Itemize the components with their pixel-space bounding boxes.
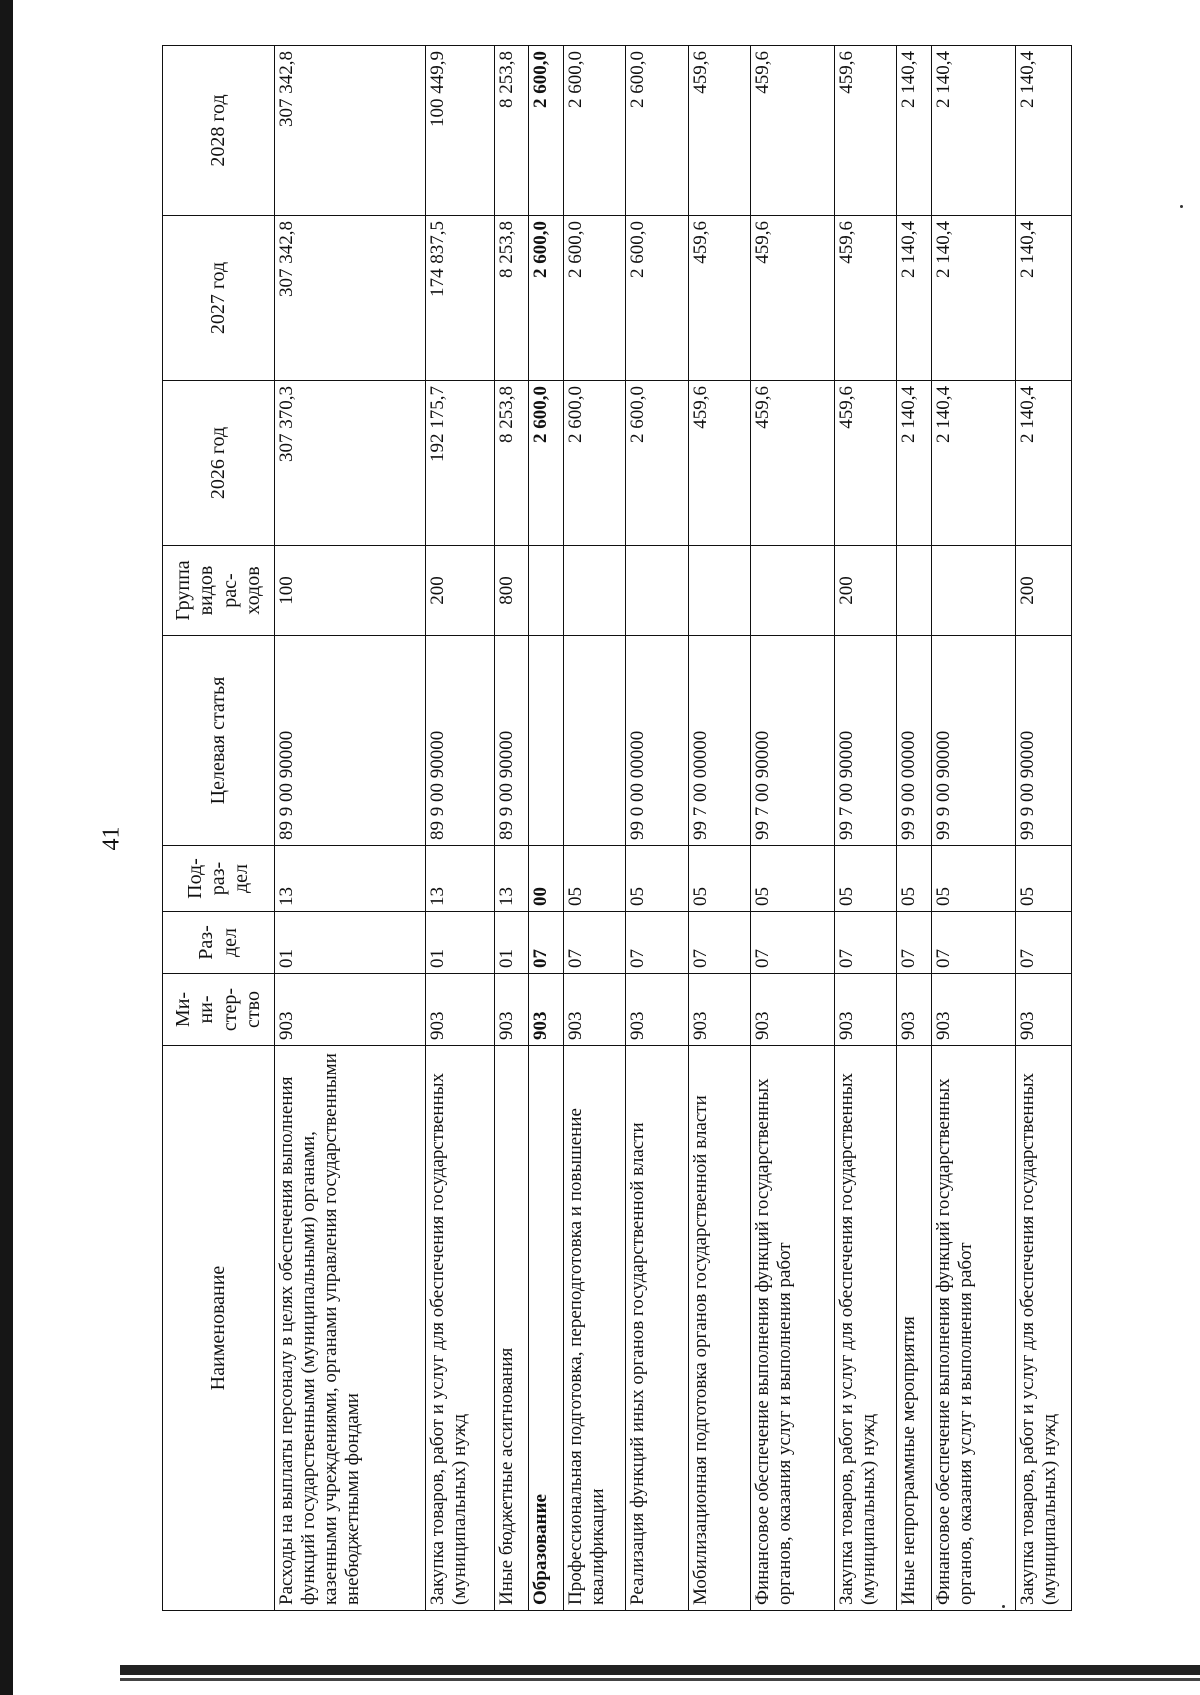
row-ministry: 903 (931, 974, 1015, 1046)
row-value-2028: 2 140,4 (931, 46, 1015, 216)
row-name: Иные бюджетные ассигнования (494, 1046, 528, 1611)
row-name: Закупка товаров, работ и услуг для обеспечения государственных (муниципальных) нужд (834, 1046, 896, 1611)
row-ministry: 903 (897, 974, 931, 1046)
row-value-2026: 8 253,8 (494, 381, 528, 546)
scan-dot (1180, 205, 1183, 208)
row-value-2028: 459,6 (750, 46, 834, 216)
row-subsection: 13 (275, 846, 426, 912)
row-section: 01 (425, 912, 494, 974)
row-value-2027: 8 253,8 (494, 216, 528, 381)
row-subsection: 05 (626, 846, 688, 912)
row-value-2026: 307 370,3 (275, 381, 426, 546)
row-value-2027: 2 140,4 (931, 216, 1015, 381)
row-name: Мобилизационная подготовка органов государственной власти (688, 1046, 750, 1611)
row-value-2026: 2 140,4 (1015, 381, 1071, 546)
scan-bottom-line-thin (120, 1678, 1200, 1681)
row-value-2027: 2 600,0 (563, 216, 625, 381)
row-ministry: 903 (1015, 974, 1071, 1046)
row-name: Иные непрограммные мероприятия (897, 1046, 931, 1611)
row-expense-group (529, 546, 563, 636)
row-value-2027: 459,6 (688, 216, 750, 381)
row-expense-group (750, 546, 834, 636)
header-year-2026: 2026 год (163, 381, 275, 546)
row-ministry: 903 (529, 974, 563, 1046)
row-subsection: 13 (425, 846, 494, 912)
row-section: 07 (750, 912, 834, 974)
row-section: 07 (931, 912, 1015, 974)
row-value-2028: 459,6 (834, 46, 896, 216)
row-value-2028: 100 449,9 (425, 46, 494, 216)
row-target-article: 89 9 00 90000 (425, 636, 494, 846)
row-value-2028: 2 600,0 (529, 46, 563, 216)
row-section: 07 (688, 912, 750, 974)
row-ministry: 903 (834, 974, 896, 1046)
row-ministry: 903 (494, 974, 528, 1046)
row-target-article: 99 7 00 90000 (750, 636, 834, 846)
row-value-2028: 2 600,0 (626, 46, 688, 216)
row-target-article: 89 9 00 90000 (494, 636, 528, 846)
table-row (897, 46, 931, 1611)
row-expense-group (626, 546, 688, 636)
row-name: Профессиональная подготовка, переподготовка и повышение квалификации (563, 1046, 625, 1611)
row-expense-group (931, 546, 1015, 636)
row-value-2027: 174 837,5 (425, 216, 494, 381)
table-header-row (163, 46, 275, 1611)
row-value-2027: 307 342,8 (275, 216, 426, 381)
row-value-2026: 2 600,0 (626, 381, 688, 546)
row-target-article: 89 9 00 90000 (275, 636, 426, 846)
row-value-2027: 459,6 (750, 216, 834, 381)
row-section: 07 (563, 912, 625, 974)
rotated-table-wrapper (162, 46, 1072, 1611)
header-name: Наименование (163, 1046, 275, 1611)
row-value-2027: 2 600,0 (626, 216, 688, 381)
table-row (275, 46, 426, 1611)
row-name: Расходы на выплаты персоналу в целях обеспечения выполнения функций государственными (муниципальными) органами, казенными учреждениями, органами управления государственными внебюджетными фондами (275, 1046, 426, 1611)
row-ministry: 903 (688, 974, 750, 1046)
row-expense-group (563, 546, 625, 636)
row-value-2027: 2 140,4 (1015, 216, 1071, 381)
row-target-article (563, 636, 625, 846)
row-value-2026: 2 600,0 (563, 381, 625, 546)
row-name: Закупка товаров, работ и услуг для обеспечения государственных (муниципальных) нужд (1015, 1046, 1071, 1611)
row-subsection: 05 (563, 846, 625, 912)
row-subsection: 05 (750, 846, 834, 912)
row-value-2026: 2 140,4 (931, 381, 1015, 546)
row-ministry: 903 (750, 974, 834, 1046)
row-subsection: 05 (834, 846, 896, 912)
row-value-2026: 192 175,7 (425, 381, 494, 546)
row-target-article: 99 9 00 00000 (897, 636, 931, 846)
scan-bottom-line (120, 1665, 1200, 1675)
row-value-2028: 459,6 (688, 46, 750, 216)
scan-edge (0, 0, 13, 1695)
row-ministry: 903 (563, 974, 625, 1046)
row-target-article: 99 0 00 00000 (626, 636, 688, 846)
table-row (529, 46, 563, 1611)
row-subsection: 05 (931, 846, 1015, 912)
header-subsection: Под-раз-дел (163, 846, 275, 912)
row-value-2026: 2 140,4 (897, 381, 931, 546)
row-section: 01 (275, 912, 426, 974)
table-row (563, 46, 625, 1611)
table-row (688, 46, 750, 1611)
row-ministry: 903 (626, 974, 688, 1046)
table-row (626, 46, 688, 1611)
row-expense-group: 200 (834, 546, 896, 636)
header-expense-group: Группа видов рас-ходов (163, 546, 275, 636)
table-row (425, 46, 494, 1611)
row-value-2026: 459,6 (834, 381, 896, 546)
row-value-2027: 459,6 (834, 216, 896, 381)
row-subsection: 00 (529, 846, 563, 912)
table-row (1015, 46, 1071, 1611)
row-expense-group: 100 (275, 546, 426, 636)
row-subsection: 05 (1015, 846, 1071, 912)
row-value-2026: 459,6 (688, 381, 750, 546)
row-value-2026: 2 600,0 (529, 381, 563, 546)
header-year-2027: 2027 год (163, 216, 275, 381)
row-subsection: 13 (494, 846, 528, 912)
header-target-article: Целевая статья (163, 636, 275, 846)
row-section: 07 (834, 912, 896, 974)
row-name: Финансовое обеспечение выполнения функций государственных органов, оказания услуг и выполнения работ (750, 1046, 834, 1611)
budget-table (162, 45, 1072, 1611)
row-value-2028: 2 140,4 (1015, 46, 1071, 216)
table-row (494, 46, 528, 1611)
row-value-2028: 8 253,8 (494, 46, 528, 216)
row-value-2028: 2 600,0 (563, 46, 625, 216)
row-subsection: 05 (897, 846, 931, 912)
row-target-article: 99 9 00 90000 (1015, 636, 1071, 846)
table-row (834, 46, 896, 1611)
row-expense-group: 200 (1015, 546, 1071, 636)
row-section: 07 (897, 912, 931, 974)
row-target-article: 99 7 00 00000 (688, 636, 750, 846)
row-name: Закупка товаров, работ и услуг для обеспечения государственных (муниципальных) нужд (425, 1046, 494, 1611)
row-value-2028: 307 342,8 (275, 46, 426, 216)
header-section: Раз-дел (163, 912, 275, 974)
row-target-article: 99 9 00 90000 (931, 636, 1015, 846)
row-name: Образование (529, 1046, 563, 1611)
row-section: 07 (529, 912, 563, 974)
header-ministry: Ми-ни-стер-ство (163, 974, 275, 1046)
page-number: 41 (98, 826, 125, 851)
table-row (750, 46, 834, 1611)
row-expense-group: 800 (494, 546, 528, 636)
row-target-article: 99 7 00 90000 (834, 636, 896, 846)
row-ministry: 903 (275, 974, 426, 1046)
row-subsection: 05 (688, 846, 750, 912)
header-year-2028: 2028 год (163, 46, 275, 216)
row-section: 01 (494, 912, 528, 974)
table-row (931, 46, 1015, 1611)
row-value-2026: 459,6 (750, 381, 834, 546)
row-section: 07 (1015, 912, 1071, 974)
row-target-article (529, 636, 563, 846)
row-ministry: 903 (425, 974, 494, 1046)
row-value-2027: 2 600,0 (529, 216, 563, 381)
row-expense-group: 200 (425, 546, 494, 636)
row-name: Реализация функций иных органов государственной власти (626, 1046, 688, 1611)
row-value-2028: 2 140,4 (897, 46, 931, 216)
row-name: Финансовое обеспечение выполнения функций государственных органов, оказания услуг и выполнения работ (931, 1046, 1015, 1611)
row-expense-group (897, 546, 931, 636)
row-expense-group (688, 546, 750, 636)
row-value-2027: 2 140,4 (897, 216, 931, 381)
row-section: 07 (626, 912, 688, 974)
